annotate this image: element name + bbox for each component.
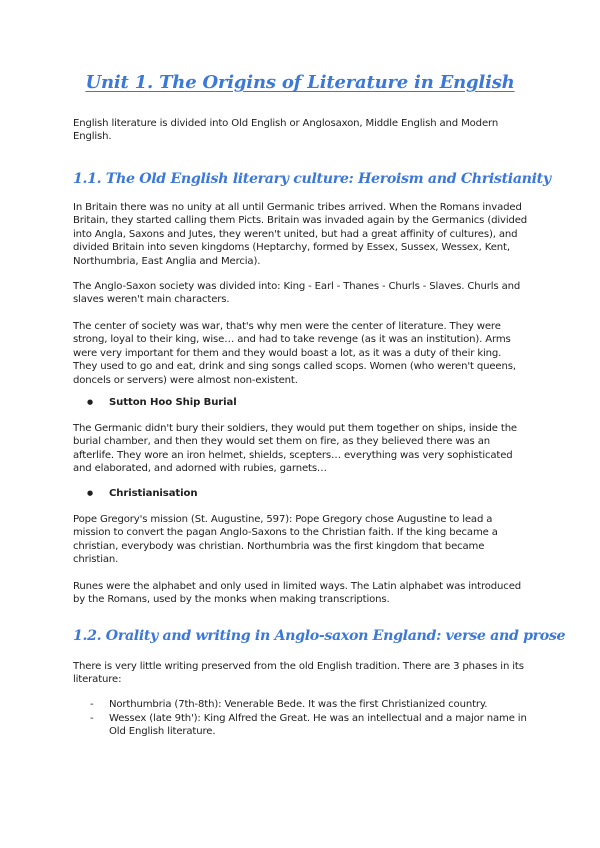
list-item <box>90 712 530 739</box>
paragraph-anglo-saxon-society: The Anglo-Saxon society was divided into: King - Earl - Thanes - Churls - Slaves. Churls and slaves weren't main characters. <box>73 281 521 306</box>
paragraph-little-writing: There is very little writing preserved from the old English tradition. There are 3 phases in its literature: <box>73 661 524 686</box>
list-dash: - <box>90 713 94 724</box>
bullet-sutton-hoo <box>90 397 237 408</box>
paragraph-runes: Runes were the alphabet and only used in limited ways. The Latin alphabet was introduced by the Romans, used by the monks when making transcriptions. <box>73 581 522 606</box>
section-heading-1-1: 1.1. The Old English literary culture: Heroism and Christianity <box>73 171 551 187</box>
paragraph-burial: The Germanic didn't bury their soldiers, they would put them together on ships, inside the burial chamber, and then they would set them on fire, as they believed there was an afterlife. They wore an iron helmet, shields, scepters… everything was very sophisticated and elaborated, and adorned with rubies, garnets… <box>73 423 517 475</box>
intro-paragraph: English literature is divided into Old English or Anglosaxon, Middle English and Modern English. <box>73 118 499 143</box>
page-title: Unit 1. The Origins of Literature in English <box>85 72 515 93</box>
paragraph-pope-gregory: Pope Gregory's mission (St. Augustine, 597): Pope Gregory chose Augustine to lead a mission to convert the pagan Anglo-Saxons to the Christian faith. If the king became a christian, everybody was christian. Northumbria was the first kingdom that became christian. <box>73 514 498 566</box>
bullet-sutton-hoo-label: Sutton Hoo Ship Burial <box>109 397 237 408</box>
list-item <box>90 698 530 711</box>
section-heading-1-2: 1.2. Orality and writing in Anglo-saxon England: verse and prose <box>73 628 566 644</box>
paragraph-germanic-tribes: In Britain there was no unity at all until Germanic tribes arrived. When the Romans invaded Britain, they started calling them Picts. Britain was invaded again by the Germanics (divided into Angla, Saxons and Jutes, they weren't united, but had a great affinity of cultures), and divided Britain into seven kingdoms (Heptarchy, formed by Essex, Sussex, Wessex, Kent, Northumbria, East Anglia and Mercia). <box>73 202 528 267</box>
list-item-text: Wessex (late 9th'): King Alfred the Great. He was an intellectual and a major name in Old English literature. <box>109 713 527 738</box>
list-item-text: Northumbria (7th-8th): Venerable Bede. It was the first Christianized country. <box>109 699 488 710</box>
bullet-christianisation-label: Christianisation <box>109 488 198 499</box>
bullet-christianisation <box>90 488 197 499</box>
paragraph-center-of-society: The center of society was war, that's why men were the center of literature. They were strong, loyal to their king, wise… and had to take revenge (as it was an institution). Arms were very important for them and they would boast a lot, as it was a duty of their king. They used to go and eat, drink and sing songs called scops. Women (who weren't queens, doncels or servers) were almost non-existent. <box>73 321 516 386</box>
list-dash: - <box>90 699 94 710</box>
